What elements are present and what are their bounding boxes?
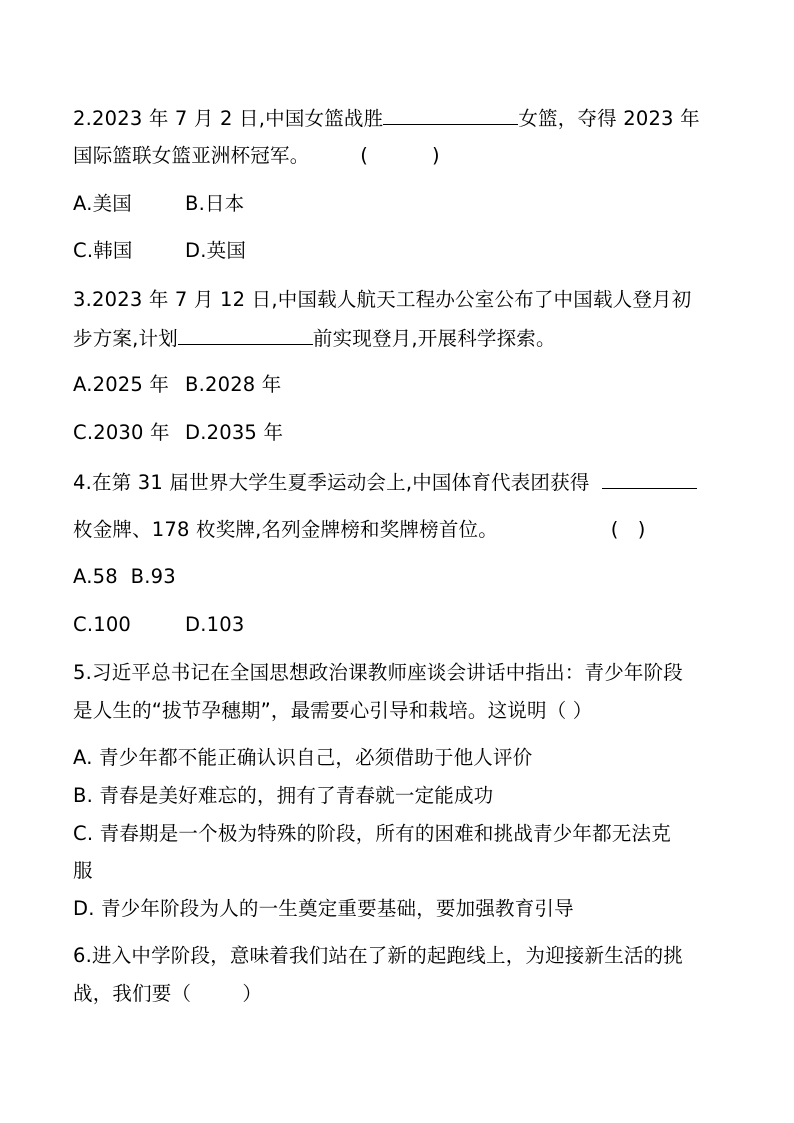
question-3-options-row-2 <box>73 419 283 447</box>
question-2-line-2 <box>73 142 440 170</box>
question-5-line-2 <box>73 697 593 725</box>
question-2-text-b: 女篮，夺得 2023 年 <box>518 107 700 130</box>
question-2-text-c: 国际篮联女篮亚洲杯冠军。 <box>73 144 310 167</box>
question-5-text-a: 5.习近平总书记在全国思想政治课教师座谈会讲话中指出：青少年阶段 <box>73 661 684 684</box>
question-5-option-b: B. 青春是美好难忘的，拥有了青春就一定能成功 <box>73 784 494 807</box>
question-2-line-1 <box>73 104 700 133</box>
option-d: D.103 <box>185 613 245 636</box>
question-5-option-d: D. 青少年阶段为人的一生奠定重要基础，要加强教育引导 <box>73 897 574 920</box>
question-3-options-row-1 <box>73 371 282 399</box>
question-6-line-1 <box>73 942 683 970</box>
option-a: A.2025 年 <box>73 373 170 396</box>
question-4-options-row-1 <box>73 563 176 591</box>
question-5-option-a: A. 青少年都不能正确认识自己，必须借助于他人评价 <box>73 746 533 769</box>
question-3-text-c: 前实现登月,开展科学探索。 <box>312 327 556 350</box>
option-c: C.100 <box>73 613 132 636</box>
question-3-text-b: 步方案,计划 <box>73 327 178 350</box>
option-c: C.韩国 <box>73 239 133 262</box>
answer-parentheses: ( ) <box>610 518 646 541</box>
option-d: D.英国 <box>185 239 247 262</box>
question-2-text-a: 2.2023 年 7 月 2 日,中国女篮战胜 <box>73 107 384 130</box>
question-4-line-2 <box>73 516 646 544</box>
question-2-options-row-1 <box>73 190 244 218</box>
question-4-line-1 <box>73 468 697 497</box>
question-3-text-a: 3.2023 年 7 月 12 日,中国载人航天工程办公室公布了中国载人登月初 <box>73 288 692 311</box>
question-6-line-2 <box>73 980 262 1008</box>
question-5-option-c-cont: 服 <box>73 859 93 882</box>
question-4-text-b: 枚金牌、178 枚奖牌,名列金牌榜和奖牌榜首位。 <box>73 518 498 541</box>
option-b: B.93 <box>130 565 176 588</box>
question-5-text-b: 是人生的“拔节孕穗期”，最需要心引导和栽培。这说明（ ） <box>73 699 593 722</box>
question-5-option-c: C. 青春期是一个极为特殊的阶段，所有的困难和挑战青少年都无法克 <box>73 822 671 845</box>
option-a: A.美国 <box>73 192 132 215</box>
answer-blank <box>178 324 313 345</box>
answer-blank <box>602 468 697 489</box>
option-a: A.58 <box>73 565 118 588</box>
question-3-line-2 <box>73 324 556 353</box>
option-d: D.2035 年 <box>185 421 284 444</box>
question-4-text-a: 4.在第 31 届世界大学生夏季运动会上,中国体育代表团获得 <box>73 471 590 494</box>
question-4-options-row-2 <box>73 611 244 639</box>
question-2-options-row-2 <box>73 237 246 265</box>
option-b: B.2028 年 <box>185 373 282 396</box>
answer-parentheses: ( ) <box>360 144 440 167</box>
question-5-line-1 <box>73 659 683 687</box>
question-3-line-1 <box>73 286 691 314</box>
option-c: C.2030 年 <box>73 421 170 444</box>
question-6-text-b: 战，我们要（ ） <box>73 982 263 1005</box>
answer-blank <box>383 104 518 125</box>
option-b: B.日本 <box>185 192 245 215</box>
question-6-text-a: 6.进入中学阶段，意味着我们站在了新的起跑线上，为迎接新生活的挑 <box>73 944 684 967</box>
